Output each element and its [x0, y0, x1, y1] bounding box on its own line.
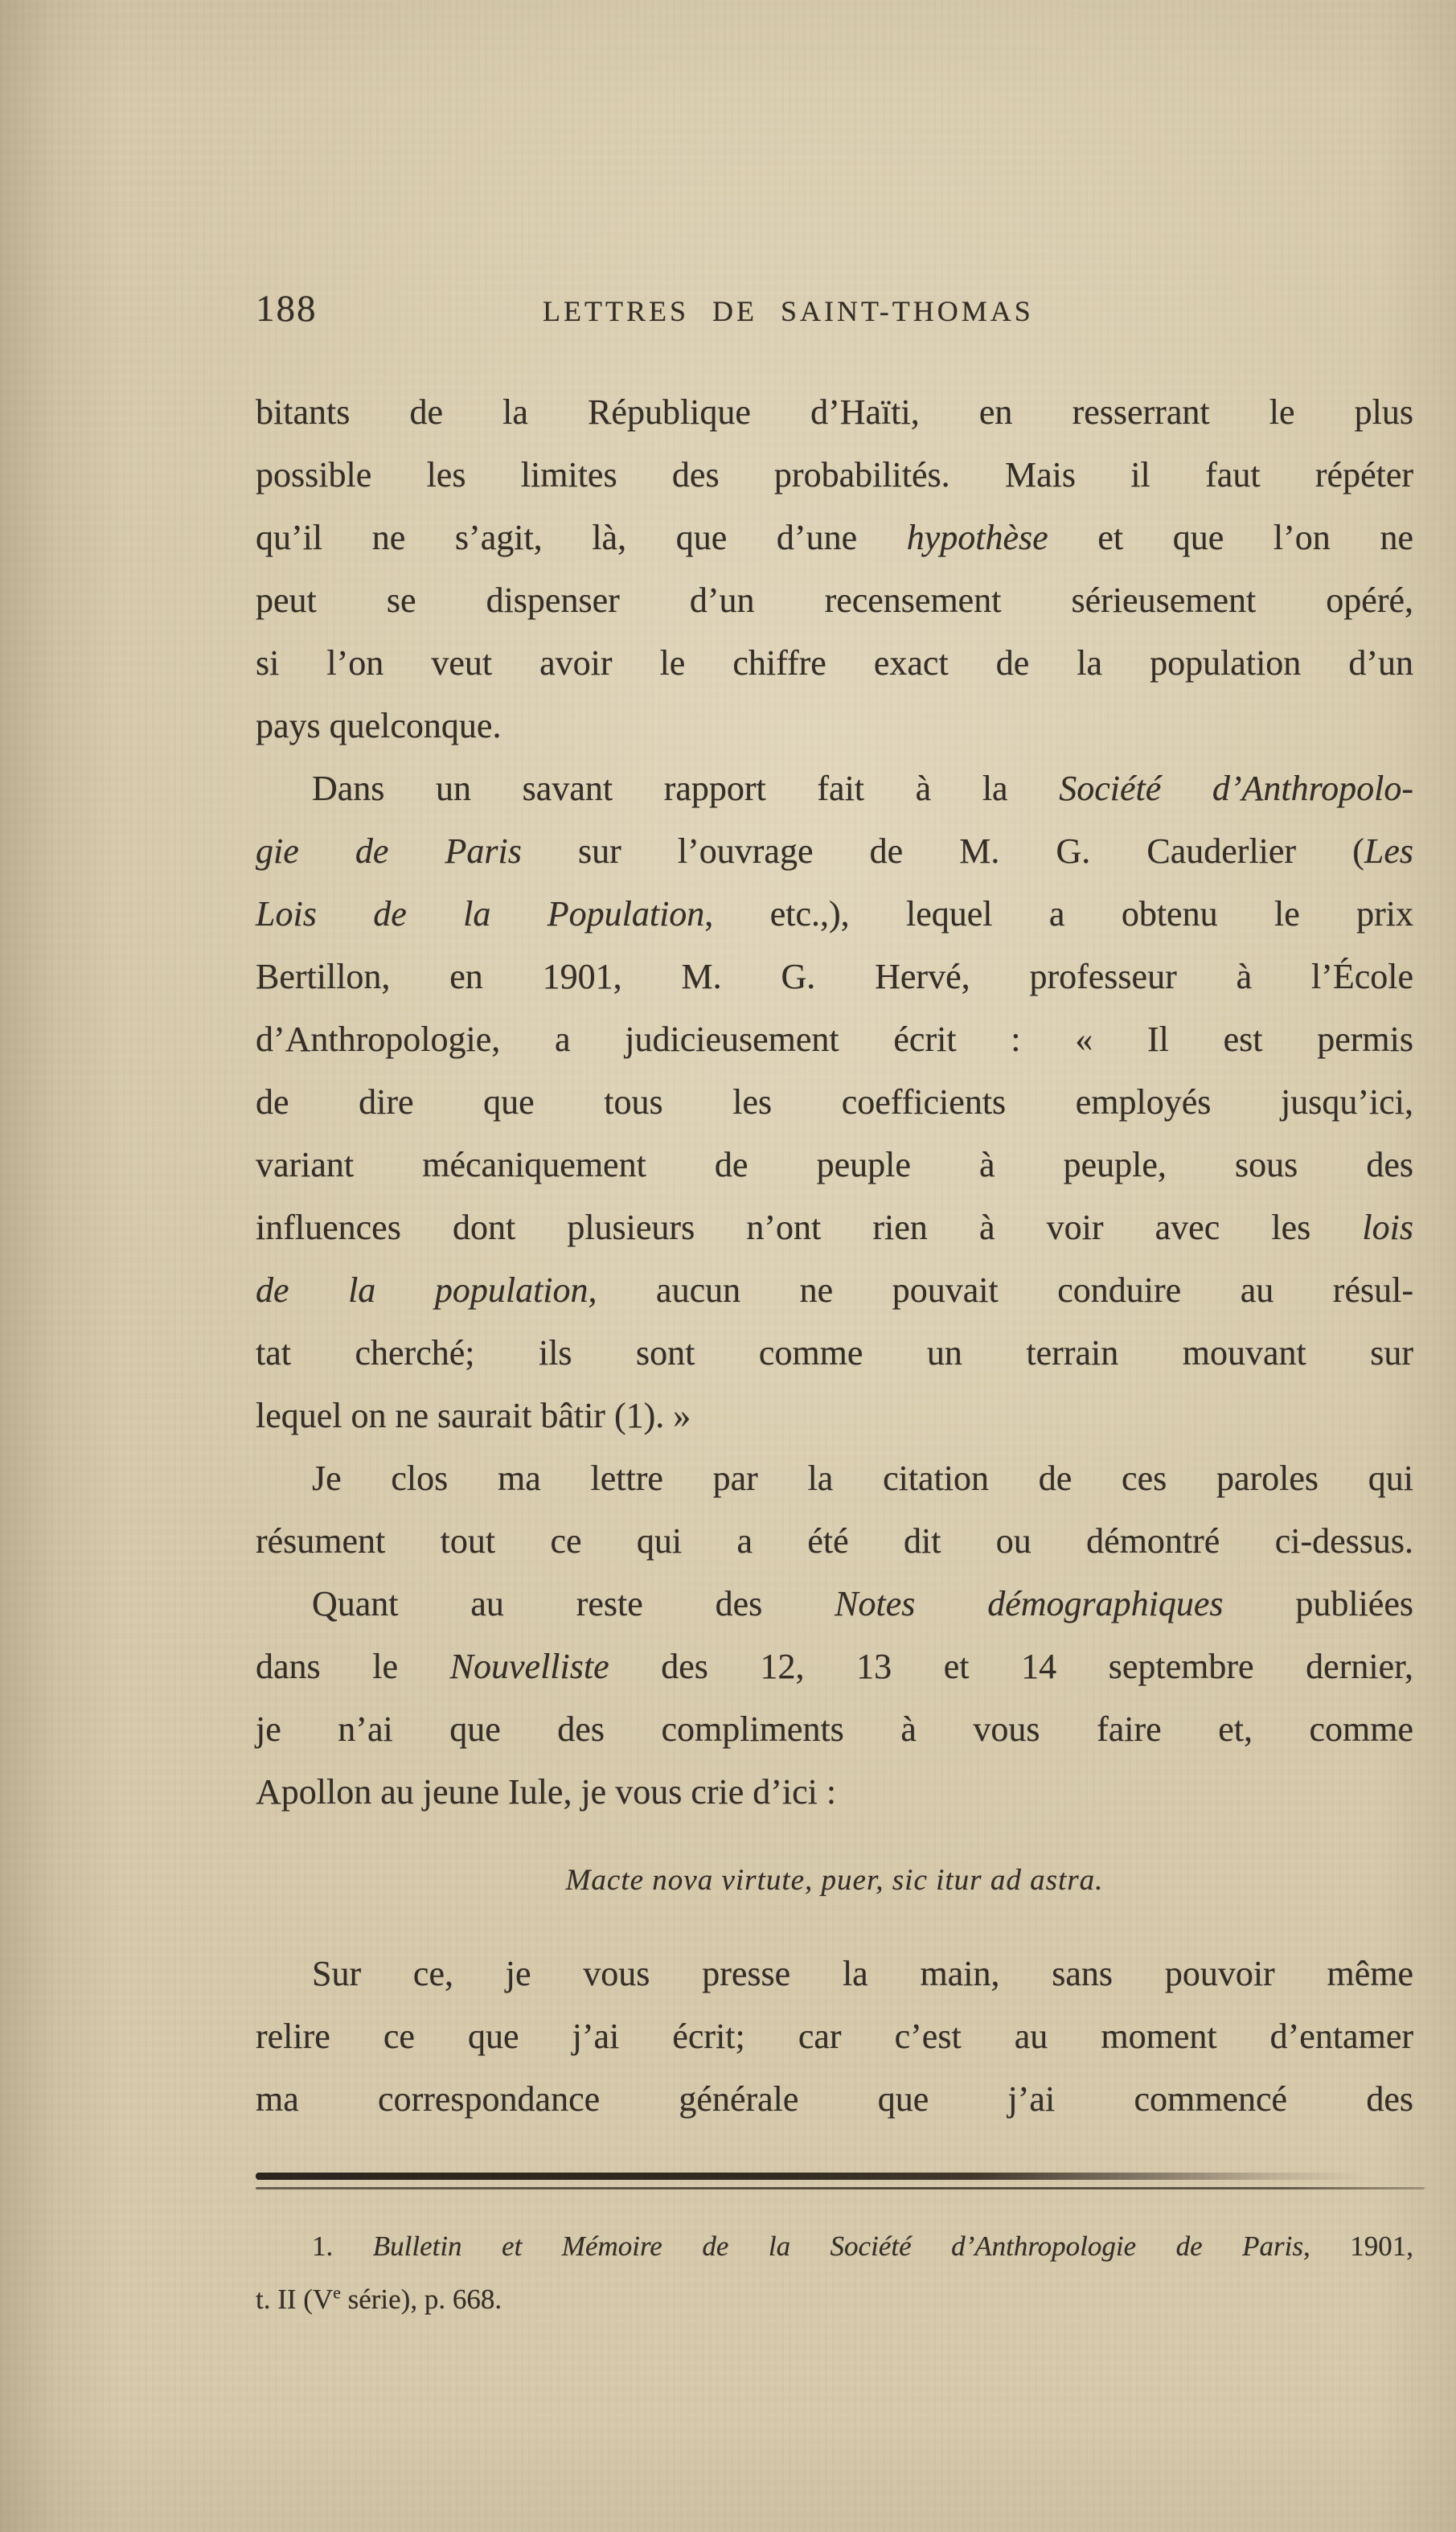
- page-header: [256, 286, 1413, 331]
- text-line: [256, 1447, 1413, 1510]
- text-line: [256, 2273, 1413, 2326]
- text-line: [256, 1635, 1413, 1698]
- text-segment: e: [333, 2283, 341, 2303]
- text-line: [256, 1510, 1413, 1573]
- text-segment: Quant au reste des: [312, 1584, 835, 1623]
- text-segment: dans le: [256, 1647, 450, 1686]
- italic-text-segment: Société d’Anthropolo-: [1059, 769, 1413, 808]
- text-line: [256, 820, 1413, 883]
- text-segment: lequel on ne saurait bâtir (1). »: [256, 1396, 691, 1435]
- text-line: [256, 569, 1413, 632]
- text-line: [256, 1573, 1413, 1635]
- running-title: LETTRES DE SAINT-THOMAS: [543, 295, 1034, 327]
- italic-text-segment: hypothèse: [906, 518, 1048, 557]
- text-segment: sur l’ouvrage de M. G. Cauderlier (: [521, 831, 1364, 871]
- text-segment: de dire que tous les coefficients employés jusqu’ici,: [256, 1082, 1413, 1122]
- text-line: [256, 1943, 1413, 2005]
- text-line: [256, 1071, 1413, 1134]
- text-line: [256, 946, 1413, 1008]
- text-line: [256, 1698, 1413, 1761]
- italic-text-segment: gie de Paris: [256, 831, 522, 871]
- text-segment: t. II (V: [256, 2284, 334, 2315]
- text-segment: influences dont plusieurs n’ont rien à voir avec les: [256, 1208, 1363, 1247]
- italic-text-segment: Notes démographiques: [835, 1584, 1224, 1623]
- text-line: [256, 757, 1413, 820]
- text-segment: relire ce que j’ai écrit; car c’est au moment d’entamer: [256, 2017, 1413, 2056]
- text-line: [256, 2005, 1413, 2068]
- text-line: [256, 1385, 1413, 1447]
- text-segment: Je clos ma lettre par la citation de ces paroles qui: [312, 1459, 1413, 1498]
- text-line: [256, 883, 1413, 946]
- footnote-rule-thin: [256, 2187, 1425, 2189]
- text-segment: pays quelconque.: [256, 706, 502, 745]
- text-segment: 1.: [312, 2230, 373, 2262]
- footnote-rule-thick: [256, 2173, 1413, 2180]
- text-line: [256, 1134, 1413, 1196]
- text-segment: d’Anthropologie, a judicieusement écrit : « Il est permis: [256, 1020, 1413, 1059]
- footnote: [256, 2220, 1413, 2326]
- text-line: [256, 381, 1413, 444]
- text-line: [256, 1196, 1413, 1259]
- text-segment: variant mécaniquement de peuple à peuple, sous des: [256, 1145, 1413, 1184]
- text-segment: Bertillon, en 1901, M. G. Hervé, professeur à l’École: [256, 957, 1413, 996]
- text-line: [256, 2220, 1413, 2273]
- text-line: [256, 632, 1413, 695]
- text-segment: publiées: [1223, 1584, 1413, 1623]
- text-line: [256, 1322, 1413, 1385]
- text-segment: qu’il ne s’agit, là, que d’une: [256, 518, 907, 557]
- text-segment: bitants de la République d’Haïti, en resserrant le plus: [256, 392, 1413, 432]
- italic-text-segment: Bulletin et Mémoire de la Société d’Anthropologie de Paris: [372, 2230, 1304, 2262]
- text-block: [256, 286, 1413, 2326]
- text-line: [256, 695, 1413, 757]
- text-segment: peut se dispenser d’un recensement sérieusement opéré,: [256, 581, 1413, 620]
- text-segment: possible les limites des probabilités. Mais il faut répéter: [256, 455, 1413, 494]
- text-segment: des 12, 13 et 14 septembre dernier,: [609, 1647, 1414, 1686]
- text-line: [256, 444, 1413, 507]
- text-segment: aucun ne pouvait conduire au résul-: [597, 1270, 1413, 1310]
- text-segment: Dans un savant rapport fait à la: [312, 769, 1060, 808]
- italic-text-segment: lois: [1362, 1208, 1413, 1247]
- text-segment: , 1901,: [1303, 2230, 1414, 2262]
- text-segment: si l’on veut avoir le chiffre exact de la population d’un: [256, 643, 1413, 683]
- italic-text-segment: Lois de la Population: [256, 894, 705, 934]
- text-segment: et que l’on ne: [1048, 518, 1413, 557]
- text-line: [256, 1008, 1413, 1071]
- text-segment: ma correspondance générale que j’ai commencé des: [256, 2079, 1413, 2119]
- text-line: [256, 1761, 1413, 1824]
- latin-quotation: Macte nova virtute, puer, sic itur ad astra.: [565, 1864, 1104, 1897]
- text-line: [256, 507, 1413, 569]
- text-segment: résument tout ce qui a été dit ou démontré ci-dessus.: [256, 1521, 1413, 1561]
- text-segment: je n’ai que des compliments à vous faire et, comme: [256, 1709, 1413, 1749]
- page-number: 188: [256, 288, 318, 330]
- text-line: [256, 2068, 1413, 2131]
- text-segment: Sur ce, je vous presse la main, sans pouvoir même: [312, 1954, 1413, 1993]
- text-segment: , etc.,), lequel a obtenu le prix: [704, 894, 1413, 934]
- text-line: [256, 1259, 1413, 1322]
- body-text: [256, 381, 1413, 2131]
- text-segment: série), p. 668.: [340, 2284, 502, 2315]
- text-segment: tat cherché; ils sont comme un terrain mouvant sur: [256, 1333, 1413, 1373]
- text-segment: Apollon au jeune Iule, je vous crie d’ici :: [256, 1772, 837, 1812]
- italic-text-segment: Les: [1364, 831, 1413, 871]
- italic-text-segment: de la population,: [256, 1270, 597, 1310]
- italic-text-segment: Nouvelliste: [449, 1647, 609, 1686]
- footnote-separator: [256, 2173, 1413, 2189]
